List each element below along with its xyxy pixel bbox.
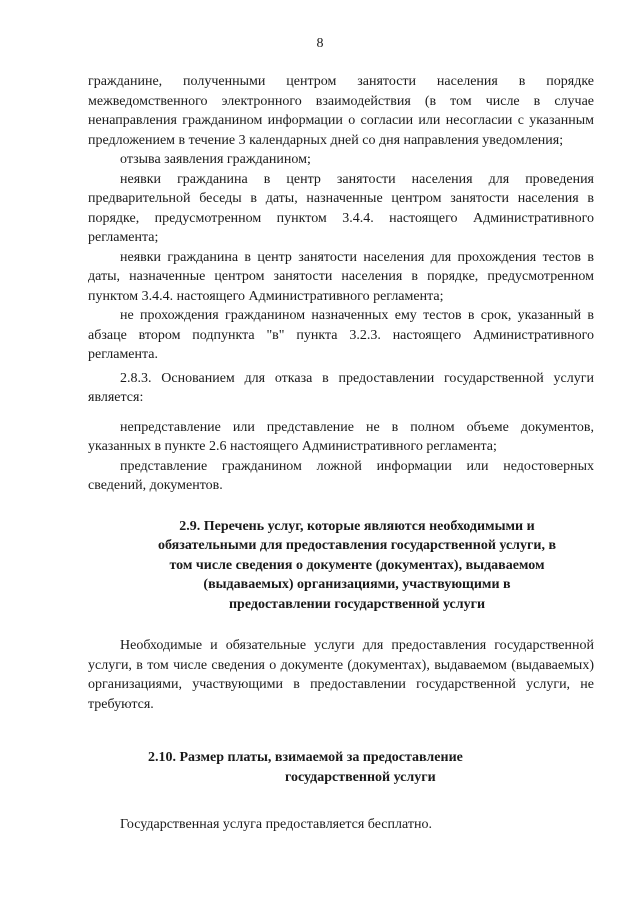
paragraph-no-show-interview: неявки гражданина в центр занятости населения для проведения предварительной беседы в даты, назначенные центром занятости населения в порядке, предусмотренном пунктом 3.4.4. настоящего Административного регламента; — [88, 171, 594, 245]
section-heading-2-10 — [88, 748, 594, 787]
paragraph-2-10: Государственная услуга предоставляется бесплатно. — [120, 817, 432, 832]
section-heading-2-9 — [88, 517, 594, 615]
heading-line: 2.9. Перечень услуг, которые являются необходимыми и — [179, 518, 535, 534]
paragraph-2-9: Необходимые и обязательные услуги для предоставления государственной услуги, в том числе сведения о документе (документах), выдаваемом (выдаваемых) организациями, участвующими в предоставлении государственной услуги, не требуются. — [88, 638, 594, 712]
paragraph-false-information: представление гражданином ложной информации или недостоверных сведений, документов. — [88, 458, 594, 493]
heading-line: (выдаваемых) организациями, участвующими в — [203, 577, 511, 592]
heading-line: государственной услуги — [285, 769, 436, 785]
paragraph-incomplete-documents: непредставление или представление не в полном объеме документов, указанных в пункте 2.6 настоящего Административного регламента; — [88, 419, 594, 454]
page-number: 8 — [316, 36, 324, 51]
paragraph-no-show-tests: неявки гражданина в центр занятости населения для прохождения тестов в даты, назначенные центром занятости населения в порядке, предусмотренном пунктом 3.4.4. настоящего Административного регламента; — [88, 249, 594, 304]
document-body — [88, 72, 594, 835]
paragraph-2-8-3: 2.8.3. Основанием для отказа в предоставлении государственной услуги является: — [88, 370, 594, 405]
heading-line: 2.10. Размер платы, взимаемой за предоставление — [148, 750, 463, 765]
paragraph-tests-not-passed: не прохождения гражданином назначенных ему тестов в срок, указанный в абзаце втором подпункта "в" пункта 3.2.3. настоящего Административного регламента. — [88, 308, 594, 362]
paragraph-withdrawal: отзыва заявления гражданином; — [120, 152, 311, 167]
heading-line: том числе сведения о документе (документах), выдаваемом — [169, 557, 545, 573]
heading-line: обязательными для предоставления государственной услуги, в — [157, 538, 557, 553]
heading-line: предоставлении государственной услуги — [228, 596, 486, 612]
paragraph-continuation: гражданине, полученными центром занятости населения в порядке межведомственного электронного взаимодействия (в том числе в случае ненаправления гражданином информации о согласии или несогласии с указанным предложением в течение 3 календарных дней со дня направления уведомления; — [88, 74, 594, 148]
